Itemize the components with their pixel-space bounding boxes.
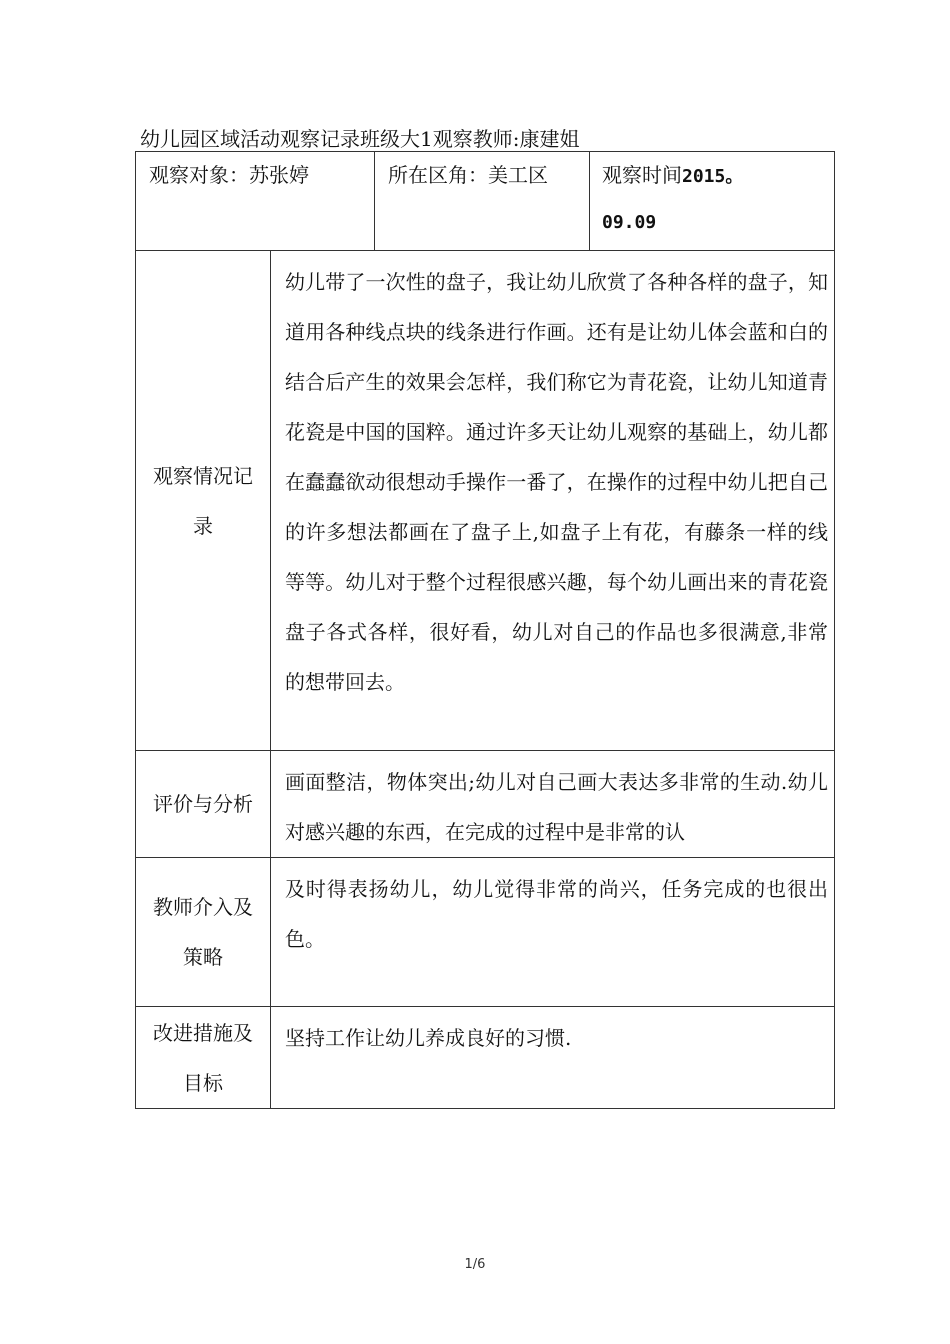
evaluation-row bbox=[136, 751, 835, 858]
teacher-strategy-row bbox=[136, 858, 835, 1007]
observation-row bbox=[136, 251, 835, 751]
evaluation-content: 画面整洁，物体突出;幼儿对自己画大表达多非常的生动.幼儿对感兴趣的东西，在完成的过程中是非常的认 bbox=[285, 770, 828, 844]
subject-text: 观察对象：苏张婷 bbox=[149, 163, 309, 187]
area-text: 所在区角：美工区 bbox=[388, 163, 548, 187]
observation-content-cell bbox=[271, 251, 835, 751]
time-date: 09.09 bbox=[602, 212, 657, 233]
observation-label: 观察情况记录 bbox=[153, 463, 253, 538]
observation-label-cell bbox=[136, 251, 271, 751]
evaluation-content-cell bbox=[271, 751, 835, 858]
teacher-strategy-content-cell bbox=[271, 858, 835, 1007]
time-cell bbox=[590, 152, 835, 251]
improvement-label-cell bbox=[136, 1007, 271, 1109]
observation-content: 幼儿带了一次性的盘子，我让幼儿欣赏了各种各样的盘子，知道用各种线点块的线条进行作画。还有是让幼儿体会蓝和白的结合后产生的效果会怎样，我们称它为青花瓷，让幼儿知道青花瓷是中国的国粹。通过许多天让幼儿观察的基础上，幼儿都在蠢蠢欲动很想动手操作一番了，在操作的过程中幼儿把自己的许多想法都画在了盘子上,如盘子上有花，有藤条一样的线等等。幼儿对于整个过程很感兴趣，每个幼儿画出来的青花瓷盘子各式各样，很好看，幼儿对自己的作品也多很满意,非常的想带回去。 bbox=[285, 270, 828, 694]
improvement-row bbox=[136, 1007, 835, 1109]
teacher-strategy-label: 教师介入及策略 bbox=[153, 895, 253, 969]
document-title: 幼儿园区域活动观察记录班级大1观察教师:康建姐 bbox=[140, 127, 580, 151]
evaluation-label: 评价与分析 bbox=[153, 792, 253, 816]
area-cell bbox=[375, 152, 590, 251]
observation-record-table bbox=[135, 151, 835, 1109]
teacher-strategy-label-cell bbox=[136, 858, 271, 1007]
improvement-content: 坚持工作让幼儿养成良好的习惯. bbox=[285, 1026, 572, 1050]
improvement-label: 改进措施及目标 bbox=[153, 1020, 253, 1095]
time-label-line bbox=[602, 163, 743, 187]
improvement-content-cell bbox=[271, 1007, 835, 1109]
subject-cell bbox=[136, 152, 375, 251]
teacher-strategy-content: 及时得表扬幼儿，幼儿觉得非常的尚兴，任务完成的也很出色。 bbox=[285, 877, 828, 951]
time-year: 2015。 bbox=[682, 166, 744, 187]
page-number: 1/6 bbox=[464, 1257, 486, 1272]
evaluation-label-cell bbox=[136, 751, 271, 858]
header-row bbox=[136, 152, 835, 251]
time-label: 观察时间 bbox=[602, 163, 682, 187]
